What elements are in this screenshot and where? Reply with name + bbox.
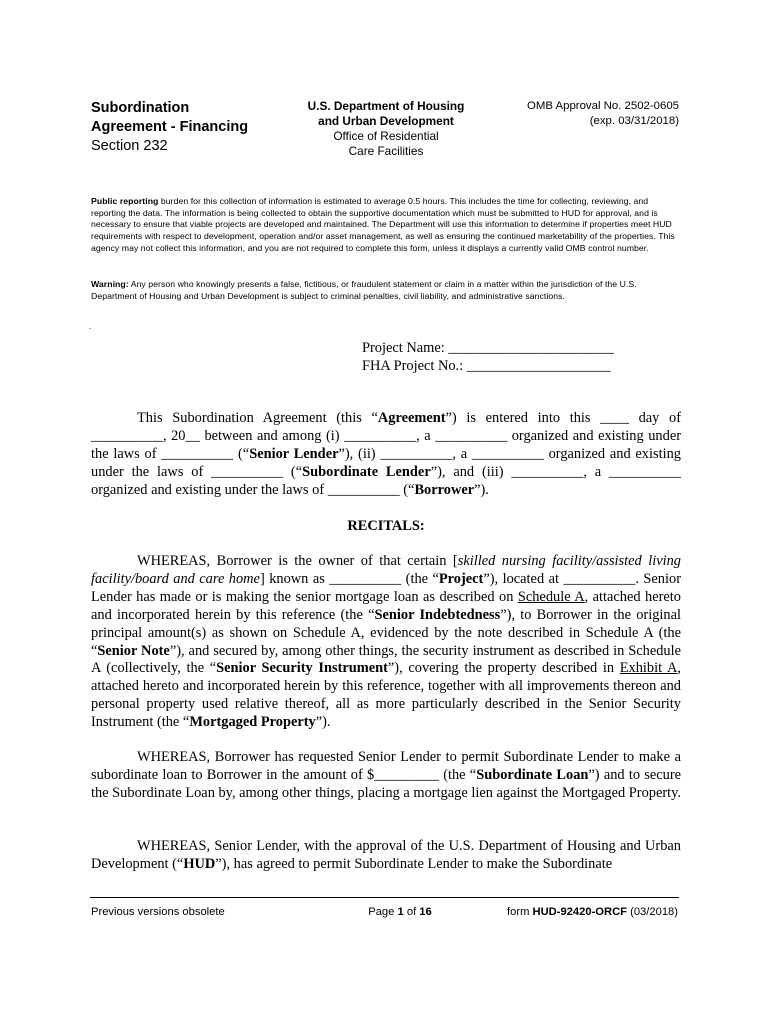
recital-paragraph — [91, 838, 681, 874]
defined-term: Subordinate Lender — [302, 463, 431, 480]
intro-paragraph — [91, 410, 681, 500]
form-section: Section 232 — [91, 138, 168, 154]
agency-name-line: U.S. Department of Housing — [307, 99, 465, 113]
italic-text: skilled nursing facility/assisted living facility/board and care home — [91, 553, 681, 587]
text: WHEREAS, Borrower has requested Senior Lender to permit Subordinate Lender to make a subordinate loan to Borrower in the amount of $_________ (the “ — [91, 749, 681, 783]
project-name-field[interactable]: Project Name: _______________________ — [362, 340, 614, 356]
form-date: (03/2018) — [627, 906, 678, 918]
footer-page-number — [300, 905, 500, 919]
text: ”) is entered into this ____ day of __________, 20__ between and among (i) __________, a __________ organized and existing under the laws of __________ (“ — [91, 410, 682, 462]
warning-text: Any person who knowingly presents a false, fictitious, or fraudulent statement or claim in a matter within the jurisdiction of the U.S. Department of Housing and Urban Development is subject to criminal penalties, civil liability, and administrative sanctions. — [91, 279, 637, 301]
page-total: 16 — [419, 906, 432, 918]
omb-number: OMB Approval No. 2502-0605 — [527, 100, 679, 112]
form-prefix: form — [507, 906, 533, 918]
text: ”), covering the property described in — [387, 660, 620, 677]
page-prefix: Page — [368, 906, 398, 918]
text: ”), and secured by, among other things, the security instrument as described in Schedule A (collectively, the “ — [91, 642, 681, 677]
defined-term: Senior Indebtedness — [374, 606, 501, 623]
text: ”), (ii) __________, a __________ organized and existing under the laws of __________ (“ — [91, 445, 681, 480]
agency-name-line: and Urban Development — [318, 114, 454, 128]
text: ”), has agreed to permit Subordinate Lender to make the Subordinate — [215, 855, 613, 872]
form-title-line: Subordination — [91, 100, 190, 116]
text: ”). — [474, 481, 489, 498]
text: ”), located at __________. Senior Lender has made or is making the senior mortgage loan as described on — [91, 570, 681, 605]
defined-term: Agreement — [377, 410, 446, 426]
warning-label: Warning: — [91, 279, 129, 289]
public-reporting-notice — [91, 196, 681, 255]
form-title-line: Agreement - Financing — [91, 119, 249, 135]
schedule-reference: Schedule A — [517, 588, 585, 605]
agency-block — [288, 99, 484, 159]
footer-previous-versions: Previous versions obsolete — [91, 906, 225, 918]
form-number: HUD-92420-ORCF — [532, 906, 627, 918]
defined-term: Subordinate Loan — [476, 766, 589, 783]
footer-form-id — [480, 905, 678, 919]
text: ] known as __________ (the “ — [259, 570, 439, 587]
defined-term: Borrower — [414, 481, 475, 498]
recitals-heading: RECITALS: — [347, 518, 425, 534]
defined-term: HUD — [183, 855, 216, 872]
text: WHEREAS, Borrower is the owner of that certain [ — [137, 553, 458, 569]
text: This Subordination Agreement (this “ — [137, 410, 378, 426]
text: ”). — [315, 714, 331, 731]
project-info — [362, 339, 614, 375]
text: WHEREAS, Senior Lender, with the approval of the U.S. Department of Housing and Urban Development (“ — [91, 838, 681, 872]
footer-divider — [90, 897, 679, 898]
defined-term: Senior Lender — [249, 445, 339, 462]
page-current: 1 — [397, 906, 404, 918]
text: , attached hereto and incorporated herein by this reference, together with all improvements thereon and personal property used relative thereof, all as more particularly described in the Senior Security Instrument (the “ — [91, 660, 681, 731]
warning-notice — [91, 279, 681, 302]
defined-term: Project — [438, 570, 484, 587]
public-reporting-label: Public reporting — [91, 196, 159, 206]
recital-paragraph — [91, 553, 681, 732]
public-reporting-text: burden for this collection of information is estimated to average 0.5 hours. This includes the time for collecting, reviewing, and reporting the data. The information is being collected to obtain the supportive documentation which must be submitted to HUD for approval, and is necessary to ensure that viable projects are developed and maintained. The Department will use this information to determine if properties meet HUD requirements with respect to development, operation and/or asset management, as well as ensuring the continued marketability of the properties. This agency may not collect this information, and you are not required to complete this form, unless it displays a currently valid OMB control number. — [91, 196, 675, 253]
defined-term: Mortgaged Property — [189, 714, 316, 731]
defined-term: Senior Security Instrument — [216, 660, 388, 677]
omb-expiration: (exp. 03/31/2018) — [589, 114, 679, 127]
stray-mark: . — [89, 322, 92, 331]
text: ”), to Borrower in the original principal amount(s) as shown on Schedule A, evidenced by the note described in Schedule A (the “ — [91, 606, 682, 659]
recital-paragraph — [91, 749, 681, 803]
exhibit-reference: Exhibit A — [619, 660, 678, 677]
defined-term: Senior Note — [97, 642, 170, 659]
text: ”) and to secure the Subordinate Loan by, among other things, placing a mortgage lien against the Mortgaged Property. — [91, 766, 682, 801]
text: , attached hereto and incorporated herein by this reference (the “ — [91, 588, 681, 623]
page-of: of — [403, 906, 420, 918]
office-name-line: Care Facilities — [348, 144, 424, 158]
fha-project-number-field[interactable]: FHA Project No.: ____________________ — [362, 358, 611, 374]
form-title — [91, 99, 281, 156]
omb-approval — [500, 99, 679, 128]
office-name-line: Office of Residential — [333, 129, 439, 143]
text: ”), and (iii) __________, a __________ organized and existing under the laws of __________ (“ — [91, 463, 681, 498]
